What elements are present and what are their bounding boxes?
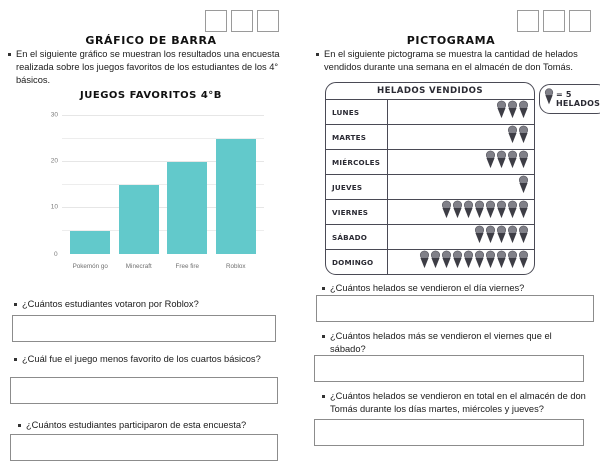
left-answer-box-1[interactable] <box>12 315 276 342</box>
right-question-3-text: ¿Cuántos helados se vendieron en total en el almacén de don Tomás durante los días martes, miércoles y jueves? <box>330 391 586 415</box>
right-answer-box-2[interactable] <box>314 355 584 382</box>
chart-x-axis-labels <box>62 263 264 270</box>
chart-bars <box>62 116 264 254</box>
right-checkbox-2[interactable] <box>543 10 565 32</box>
left-checkbox-row <box>205 10 279 32</box>
ice-cream-cone-icon <box>452 200 463 224</box>
chart-x-label: Minecraft <box>125 263 152 270</box>
ice-cream-cone-icon <box>496 225 507 249</box>
ice-cream-cone-icon <box>507 100 518 124</box>
pictogram-day-label: LUNES <box>326 100 388 124</box>
ice-cream-cone-icon <box>474 200 485 224</box>
left-checkbox-3[interactable] <box>257 10 279 32</box>
chart-bar-roblox[interactable] <box>216 139 256 254</box>
ice-cream-cone-icon <box>507 150 518 174</box>
left-intro-text: En el siguiente gráfico se muestran los resultados una encuesta realizada sobre los juegos favoritos de los estudiantes de los 4° básicos. <box>16 49 280 86</box>
bullet-dot-icon <box>322 395 325 398</box>
chart-bar-wrapper <box>212 116 261 254</box>
left-section-title: GRÁFICO DE BARRA <box>85 34 217 47</box>
ice-cream-cone-icon <box>419 250 430 274</box>
right-checkbox-row <box>517 10 591 32</box>
ice-cream-cone-icon <box>518 250 529 274</box>
ice-cream-cone-icon <box>518 150 529 174</box>
chart-y-tick-20: 20 <box>50 157 58 165</box>
ice-cream-cone-icon <box>518 175 529 199</box>
chart-y-tick-zero: 0 <box>54 251 58 258</box>
bar-chart <box>34 108 266 270</box>
left-question-1-text: ¿Cuántos estudiantes votaron por Roblox? <box>22 299 199 309</box>
ice-cream-cone-icon <box>463 250 474 274</box>
ice-cream-cone-icon <box>518 100 529 124</box>
left-checkbox-2[interactable] <box>231 10 253 32</box>
bullet-dot-icon <box>18 424 21 427</box>
pictogram-table-title: HELADOS VENDIDOS <box>326 83 534 100</box>
left-question-3 <box>18 419 298 432</box>
pictogram-row <box>326 150 534 175</box>
ice-cream-cone-icon <box>518 200 529 224</box>
ice-cream-cone-icon <box>485 150 496 174</box>
bullet-dot-icon <box>322 287 325 290</box>
left-question-1 <box>14 298 294 311</box>
ice-cream-cone-icon <box>485 225 496 249</box>
ice-cream-cone-icon <box>441 200 452 224</box>
bullet-dot-icon <box>14 358 17 361</box>
ice-cream-cone-icon <box>544 88 554 110</box>
right-question-2 <box>322 330 584 356</box>
bullet-dot-icon <box>14 303 17 306</box>
pictogram-legend-text: = 5 HELADOS <box>556 90 600 108</box>
pictogram-row <box>326 125 534 150</box>
right-checkbox-1[interactable] <box>517 10 539 32</box>
left-question-3-text: ¿Cuántos estudiantes participaron de esta encuesta? <box>26 420 247 430</box>
pictogram-row <box>326 175 534 200</box>
pictogram-icon-cells <box>388 175 534 199</box>
chart-bar-free-fire[interactable] <box>167 162 207 254</box>
pictogram-day-label: VIERNES <box>326 200 388 224</box>
ice-cream-cone-icon <box>496 100 507 124</box>
ice-cream-cone-icon <box>518 125 529 149</box>
pictogram-row <box>326 250 534 274</box>
right-question-1-text: ¿Cuántos helados se vendieron el día viernes? <box>330 283 525 293</box>
pictogram-icon-cells <box>388 250 534 274</box>
left-question-2 <box>14 353 294 366</box>
bullet-dot-icon <box>316 53 319 56</box>
right-section-title: PICTOGRAMA <box>406 34 496 47</box>
chart-bar-wrapper <box>115 116 164 254</box>
chart-bar-wrapper <box>163 116 212 254</box>
ice-cream-cone-icon <box>452 250 463 274</box>
chart-plot-area <box>50 111 264 254</box>
ice-cream-cone-icon <box>496 150 507 174</box>
pictogram-day-label: SÁBADO <box>326 225 388 249</box>
pictogram <box>302 82 600 275</box>
pictogram-legend <box>539 84 600 114</box>
chart-bar-wrapper <box>66 116 115 254</box>
right-answer-box-1[interactable] <box>316 295 594 322</box>
ice-cream-cone-icon <box>441 250 452 274</box>
left-checkbox-1[interactable] <box>205 10 227 32</box>
chart-bar-minecraft[interactable] <box>119 185 159 254</box>
left-question-2-text: ¿Cuál fue el juego menos favorito de los cuartos básicos? <box>22 354 261 364</box>
pictogram-row <box>326 200 534 225</box>
right-column <box>302 0 600 464</box>
ice-cream-cone-icon <box>496 250 507 274</box>
pictogram-day-label: MARTES <box>326 125 388 149</box>
pictogram-icon-cells <box>388 200 534 224</box>
right-intro-text: En el siguiente pictograma se muestra la cantidad de helados vendidos durante una semana en el almacén de don Tomás. <box>324 49 578 73</box>
left-answer-box-3[interactable] <box>10 434 278 461</box>
pictogram-day-label: DOMINGO <box>326 250 388 274</box>
ice-cream-cone-icon <box>485 250 496 274</box>
left-intro-bullet <box>8 48 296 88</box>
chart-title: JUEGOS FAVORITOS 4°B <box>80 90 222 101</box>
pictogram-row <box>326 225 534 250</box>
right-question-2-text: ¿Cuántos helados más se vendieron el viernes que el sábado? <box>330 331 552 355</box>
chart-x-label: Free fire <box>175 263 199 270</box>
ice-cream-cone-icon <box>463 200 474 224</box>
ice-cream-cone-icon <box>518 225 529 249</box>
chart-x-label: Roblox <box>225 263 246 270</box>
chart-x-label: Pokemón go <box>72 263 108 270</box>
pictogram-icon-cells <box>388 225 534 249</box>
ice-cream-cone-icon <box>474 225 485 249</box>
ice-cream-cone-icon <box>474 250 485 274</box>
bullet-dot-icon <box>8 53 11 56</box>
ice-cream-cone-icon <box>485 200 496 224</box>
pictogram-table <box>325 82 535 275</box>
ice-cream-cone-icon <box>496 200 507 224</box>
pictogram-icon-cells <box>388 100 534 124</box>
pictogram-icon-cells <box>388 125 534 149</box>
chart-y-tick-10: 10 <box>50 203 58 211</box>
right-answer-box-3[interactable] <box>314 419 584 446</box>
ice-cream-cone-icon <box>507 125 518 149</box>
chart-bar-pokemón-go[interactable] <box>70 231 110 254</box>
right-intro-bullet <box>316 48 596 74</box>
pictogram-day-label: MIÉRCOLES <box>326 150 388 174</box>
ice-cream-cone-icon <box>507 225 518 249</box>
ice-cream-cone-icon <box>507 200 518 224</box>
ice-cream-cone-icon <box>507 250 518 274</box>
chart-y-tick-30: 30 <box>50 111 58 119</box>
pictogram-rows <box>326 100 534 274</box>
pictogram-day-label: JUEVES <box>326 175 388 199</box>
pictogram-row <box>326 100 534 125</box>
right-checkbox-3[interactable] <box>569 10 591 32</box>
right-question-3 <box>322 390 594 416</box>
pictogram-icon-cells <box>388 150 534 174</box>
left-answer-box-2[interactable] <box>10 377 278 404</box>
ice-cream-cone-icon <box>430 250 441 274</box>
right-question-1 <box>322 282 594 295</box>
bullet-dot-icon <box>322 335 325 338</box>
